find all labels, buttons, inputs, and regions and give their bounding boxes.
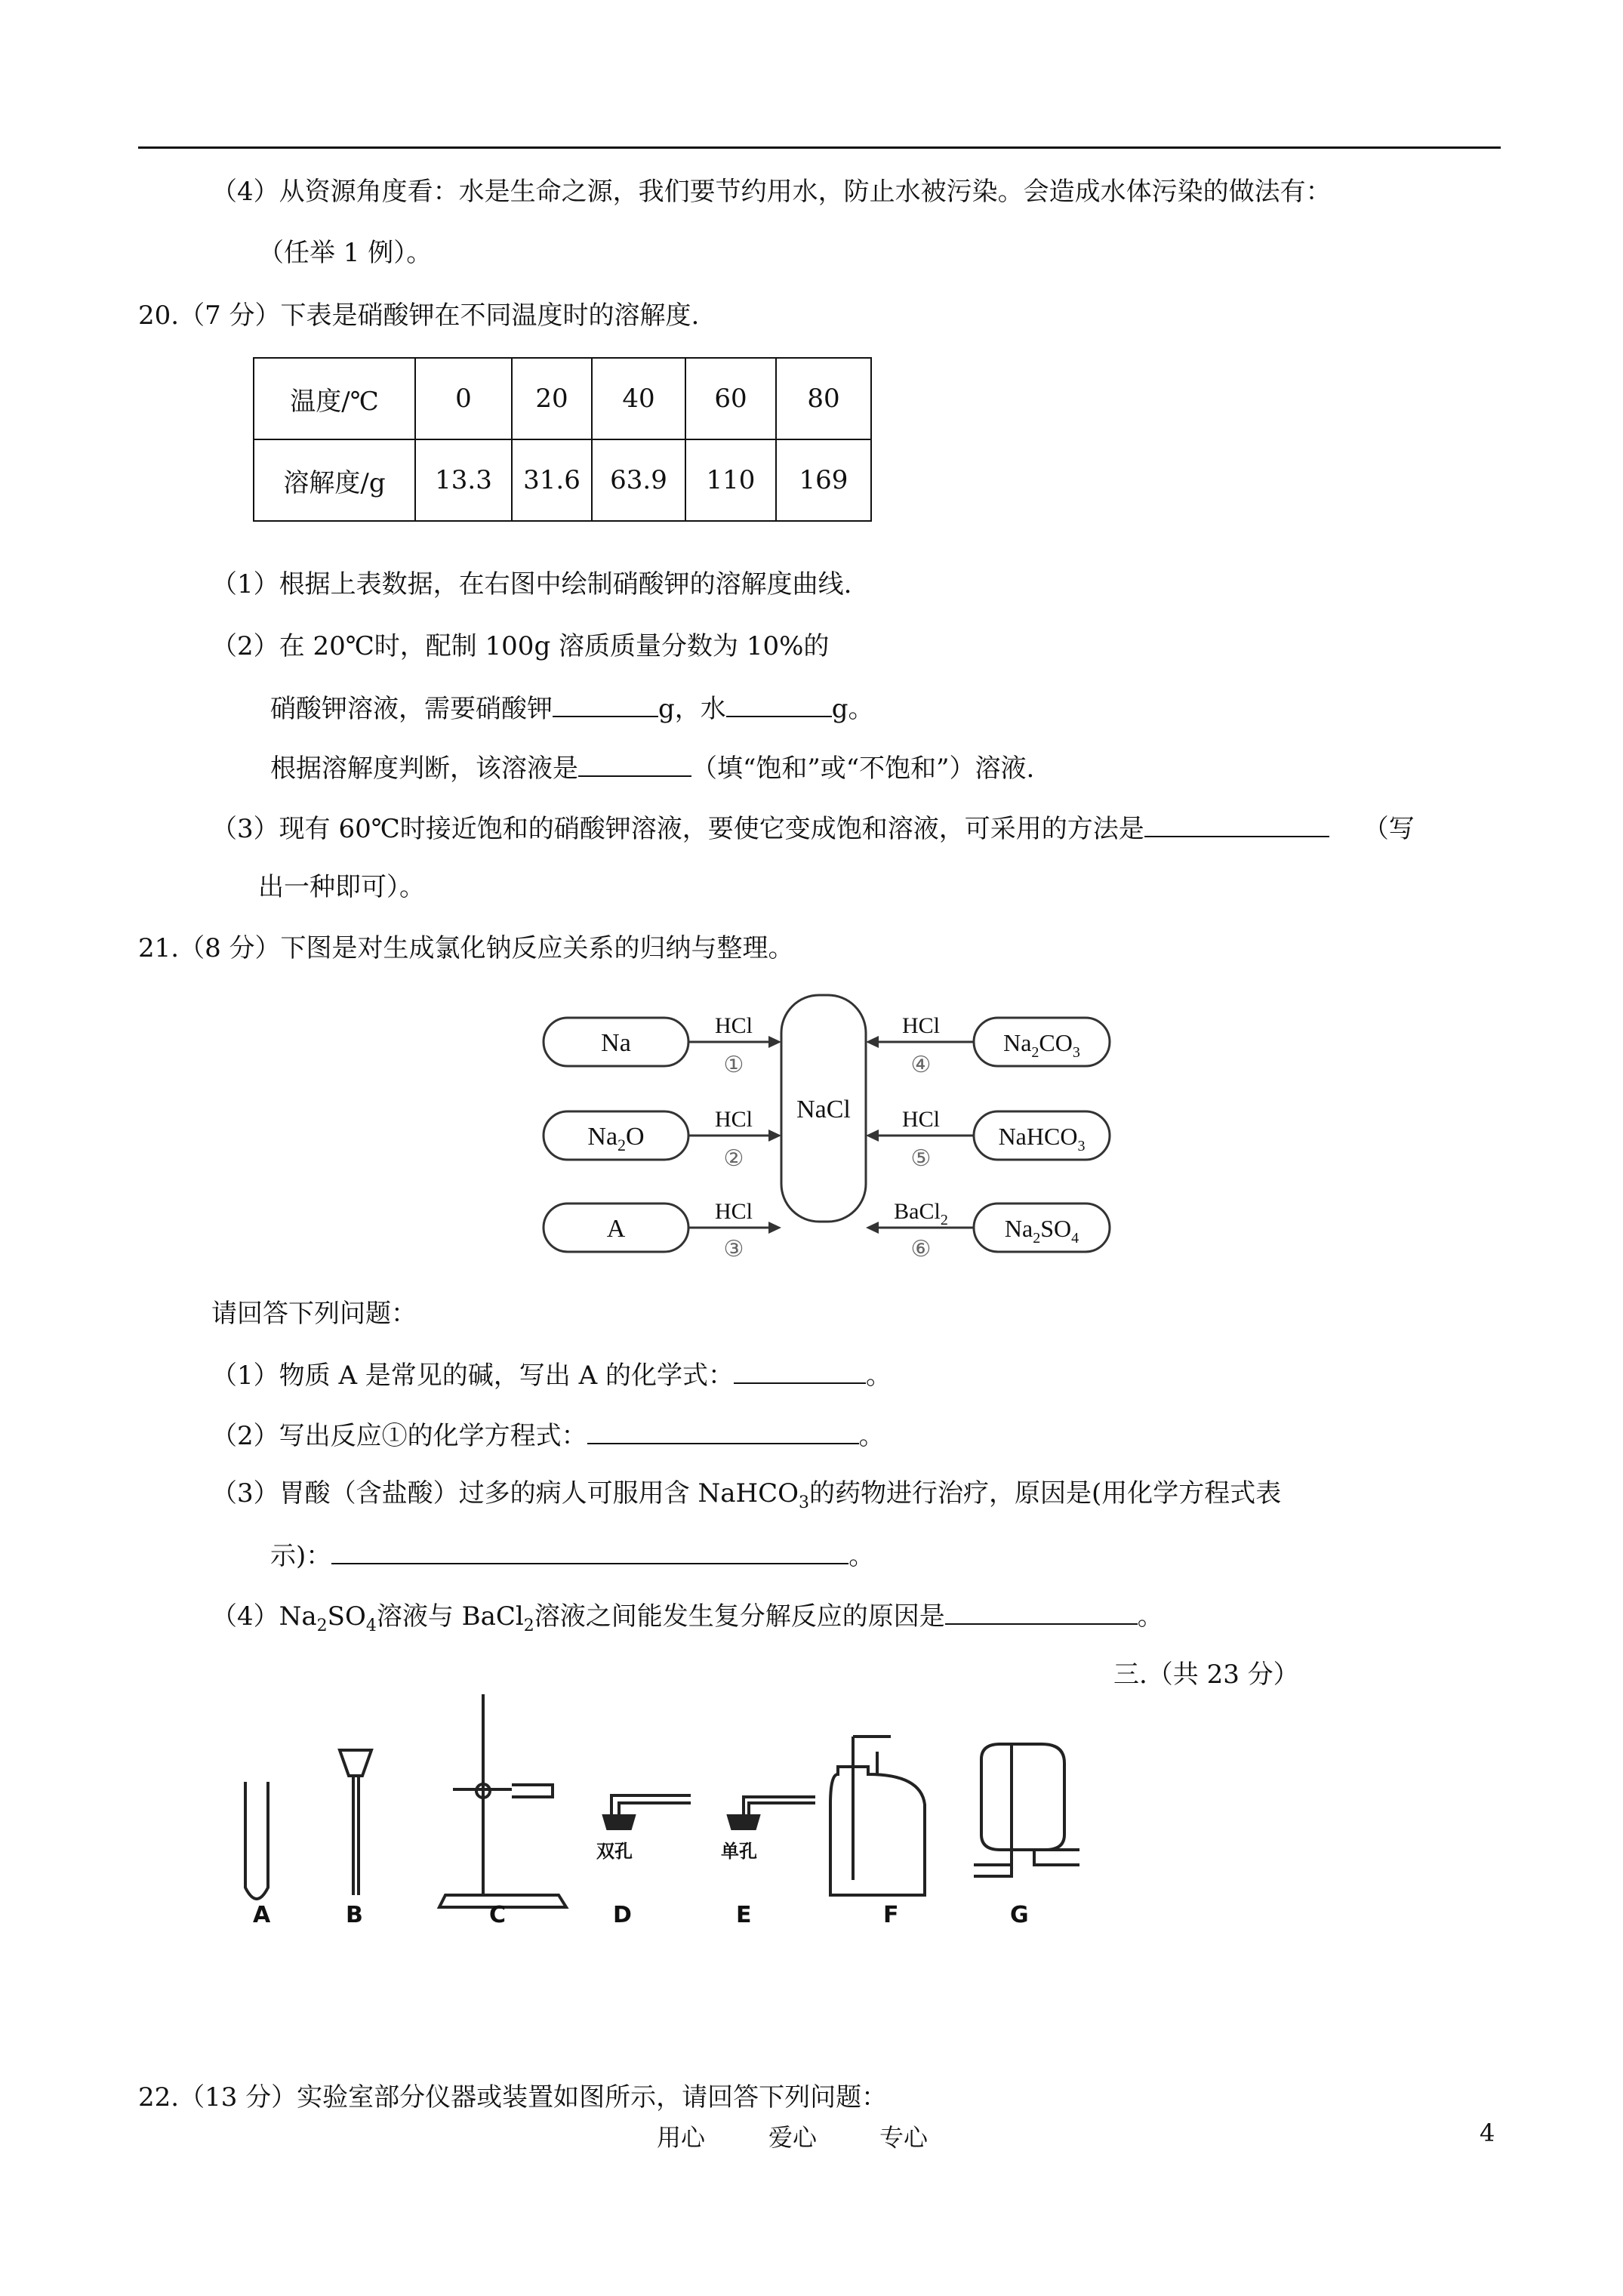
apparatus-letter-a: A	[253, 1902, 271, 1928]
q20-part3-line2: 出一种即可）。	[258, 872, 425, 902]
table-cell: 40	[592, 358, 685, 439]
single-hole-stopper-icon	[728, 1797, 815, 1829]
reaction-number: ⑤	[910, 1146, 932, 1171]
node-na2o: $Na_2O$	[587, 1123, 645, 1154]
table-cell: 169	[776, 439, 871, 521]
q21-part4: $(4)Na_2SO_4$溶液与 BaCl$_2$溶液之间能发生复分解反应的原因是 。	[211, 1598, 1163, 1643]
table-cell: 温度/℃	[254, 358, 415, 439]
center-label: NaCl	[796, 1096, 851, 1123]
answer-blank[interactable]	[553, 690, 658, 717]
table-row	[254, 358, 871, 439]
q21-part2: （2）写出反应①的化学方程式： 。	[211, 1417, 885, 1453]
footer-word: 爱心	[768, 2123, 818, 2152]
q20-part2-line1: （2）在 20℃时，配制 100g 溶质质量分数为 10%的	[211, 631, 830, 661]
gas-washing-bottle-icon	[830, 1737, 925, 1895]
funnel-icon	[340, 1750, 371, 1776]
table-cell: 110	[685, 439, 776, 521]
q19-part4-line1: （4）从资源角度看：水是生命之源，我们要节约用水，防止水被污染。会造成水体污染的做法有：	[211, 177, 1332, 207]
table-cell: 60	[685, 358, 776, 439]
top-rule	[138, 146, 1501, 149]
section-three-heading: 三.（共 23 分）	[1113, 1660, 1299, 1690]
reagent-label: HCl	[714, 1013, 753, 1038]
node-na2co3: $Na_2CO_3$	[1003, 1029, 1080, 1061]
q21-part1: （1）物质 A 是常见的碱，写出 A 的化学式： 。	[211, 1357, 892, 1392]
apparatus-letter-d: D	[613, 1902, 632, 1928]
nacl-relation-diagram	[528, 974, 1132, 1262]
node-nahco3: NaHCO$_3$	[998, 1123, 1086, 1154]
q21-part3-line1: （3）胃酸（含盐酸）过多的病人可服用含 NaHCO$_3$的药物进行治疗，原因是(用化学方程式表	[211, 1478, 1282, 1512]
answer-blank[interactable]	[578, 750, 691, 777]
q20-part2-line2: 硝酸钾溶液，需要硝酸钾 g，水 g。	[270, 690, 874, 726]
reaction-number: ②	[723, 1146, 744, 1171]
table-cell: 63.9	[592, 439, 685, 521]
q21-intro: 请回答下列问题：	[211, 1299, 417, 1329]
answer-blank[interactable]	[331, 1537, 848, 1564]
q20-part2-line3: 根据溶解度判断，该溶液是 （填“饱和”或“不饱和”）溶液.	[270, 750, 1034, 785]
apparatus-letter-b: B	[346, 1902, 363, 1928]
reagent-label: HCl	[901, 1107, 941, 1132]
stopper-label-single: 单孔	[721, 1841, 757, 1862]
reagent-label: HCl	[901, 1013, 941, 1038]
table-cell: 0	[415, 358, 512, 439]
q21-part3-line2: 示)： 。	[270, 1537, 874, 1573]
footer-word: 专心	[879, 2123, 929, 2152]
answer-blank[interactable]	[587, 1417, 859, 1444]
reagent-label: HCl	[714, 1199, 753, 1224]
apparatus-letter-g: G	[1010, 1902, 1029, 1928]
reaction-number: ⑥	[910, 1237, 932, 1262]
reaction-number: ①	[723, 1052, 744, 1077]
footer-word: 用心	[657, 2123, 706, 2152]
table-cell: 20	[512, 358, 592, 439]
table-cell: 80	[776, 358, 871, 439]
test-tube-icon	[245, 1782, 268, 1899]
reaction-number: ④	[910, 1052, 932, 1077]
apparatus-letter-c: C	[489, 1902, 507, 1928]
q21-title: 21.（8 分）下图是对生成氯化钠反应关系的归纳与整理。	[138, 933, 794, 963]
answer-blank[interactable]	[1144, 810, 1329, 837]
table-row	[254, 439, 871, 521]
answer-blank[interactable]	[945, 1598, 1138, 1625]
reservoir-bottle-icon	[974, 1744, 1079, 1876]
q22-title: 22.（13 分）实验室部分仪器或装置如图所示，请回答下列问题：	[138, 2082, 888, 2113]
table-cell: 31.6	[512, 439, 592, 521]
stopper-label-double: 双孔	[596, 1841, 633, 1862]
apparatus-letter-f: F	[883, 1902, 899, 1928]
node-a: A	[606, 1215, 626, 1243]
iron-stand-icon	[439, 1694, 566, 1907]
answer-blank[interactable]	[734, 1357, 866, 1384]
q20-part1: （1）根据上表数据，在右图中绘制硝酸钾的溶解度曲线.	[211, 569, 852, 599]
reagent-label: BaCl$_2$	[894, 1199, 948, 1228]
reaction-number: ③	[723, 1237, 744, 1262]
reagent-label: HCl	[714, 1107, 753, 1132]
answer-blank[interactable]	[726, 690, 832, 717]
q20-title: 20.（7 分）下表是硝酸钾在不同温度时的溶解度.	[138, 300, 700, 331]
table-cell: 溶解度/g	[254, 439, 415, 521]
node-na2so4: $Na_2SO_4$	[1004, 1215, 1079, 1247]
q20-part3-line1: （3）现有 60℃时接近饱和的硝酸钾溶液，要使它变成饱和溶液，可采用的方法是 （写	[211, 810, 1415, 846]
table-cell: 13.3	[415, 439, 512, 521]
q19-part4-line2: （任举 1 例）。	[258, 238, 433, 268]
node-na: Na	[601, 1029, 631, 1057]
double-hole-stopper-icon	[604, 1795, 691, 1829]
solubility-table	[253, 357, 872, 522]
funnel-stem	[353, 1776, 359, 1895]
apparatus-letter-e: E	[736, 1902, 752, 1928]
page-number: 4	[1480, 2119, 1495, 2147]
